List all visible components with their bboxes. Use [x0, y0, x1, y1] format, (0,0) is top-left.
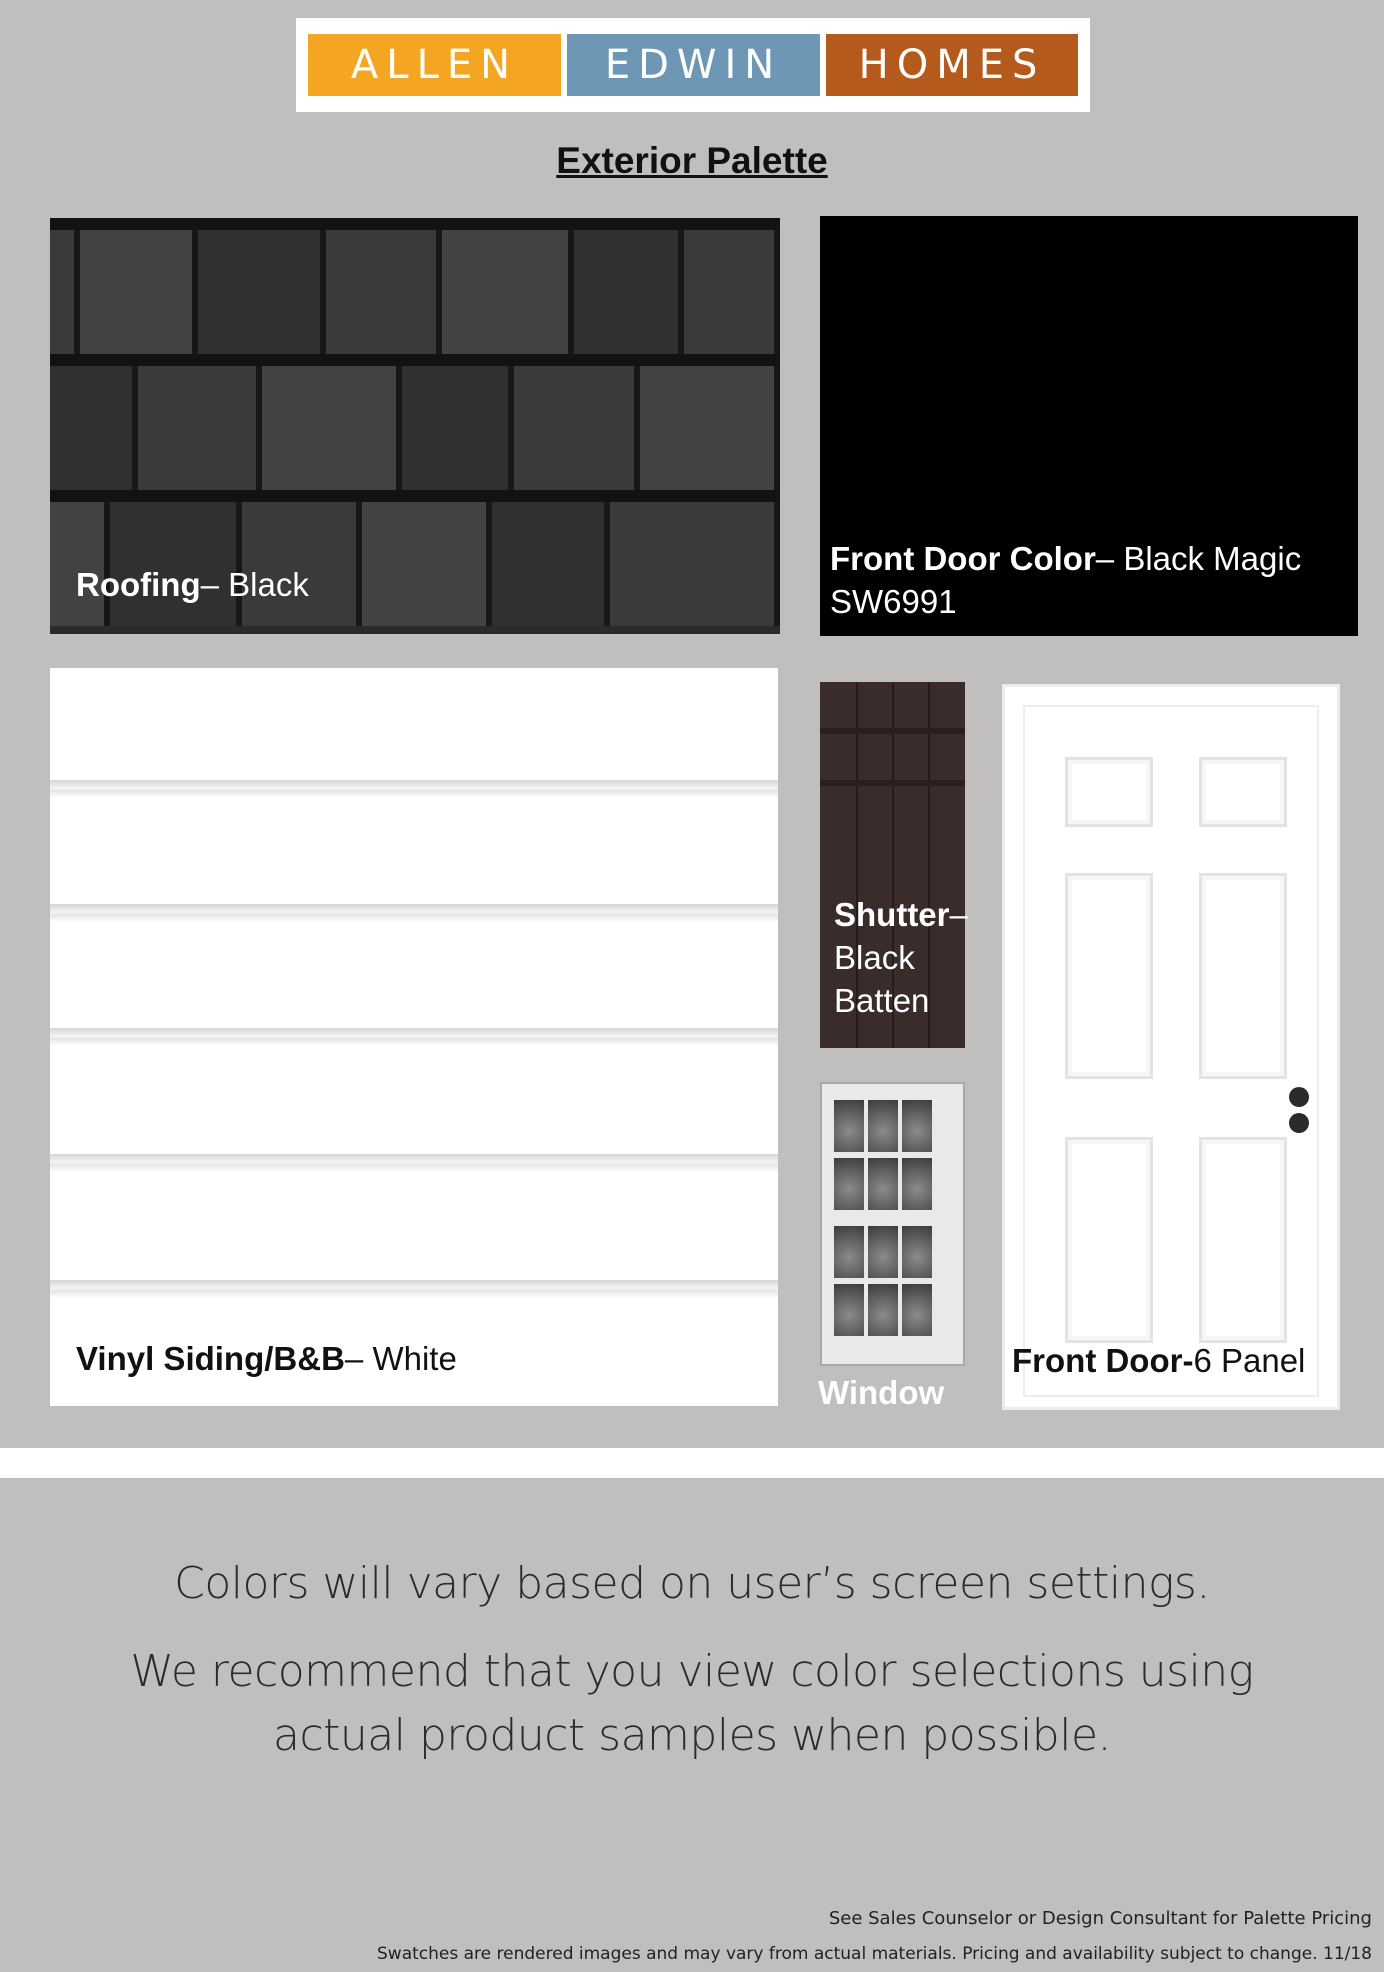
front-door-color-code: SW6991	[830, 582, 957, 620]
logo-word-allen: ALLEN	[308, 34, 561, 96]
footer-disclaimer: Swatches are rendered images and may vary from actual materials. Pricing and availability subject to change. 11/18	[377, 1944, 1372, 1964]
front-door-color-label: Front Door Color– Black Magic SW6991	[830, 538, 1301, 624]
footer-pricing-note: See Sales Counselor or Design Consultant for Palette Pricing	[828, 1908, 1372, 1929]
shutter-label: Shutter– Black Batten	[834, 896, 968, 1019]
window-swatch	[820, 1082, 965, 1366]
door-knob-icon	[1289, 1087, 1309, 1107]
page-title: Exterior Palette	[556, 140, 828, 181]
front-door-swatch	[1002, 684, 1340, 1410]
front-door-color-swatch	[820, 216, 1358, 636]
vinyl-siding-swatch	[50, 668, 778, 1406]
front-door-label: Front Door-6 Panel	[1012, 1342, 1306, 1379]
section-divider	[0, 1448, 1384, 1478]
logo-word-edwin: EDWIN	[567, 34, 820, 96]
roofing-swatch	[50, 218, 780, 634]
notice-line-2: We recommend that you view color selections using	[130, 1646, 1254, 1697]
notice-line-3: actual product samples when possible.	[272, 1710, 1112, 1761]
roofing-label: Roofing– Black	[76, 566, 309, 603]
notice-line-1: Colors will vary based on user’s screen settings.	[174, 1558, 1210, 1609]
brand-logo	[296, 18, 1090, 112]
logo-word-homes: HOMES	[826, 34, 1078, 96]
door-lock-icon	[1289, 1113, 1309, 1133]
window-label: Window	[818, 1374, 945, 1411]
vinyl-siding-label: Vinyl Siding/B&B– White	[76, 1340, 457, 1377]
